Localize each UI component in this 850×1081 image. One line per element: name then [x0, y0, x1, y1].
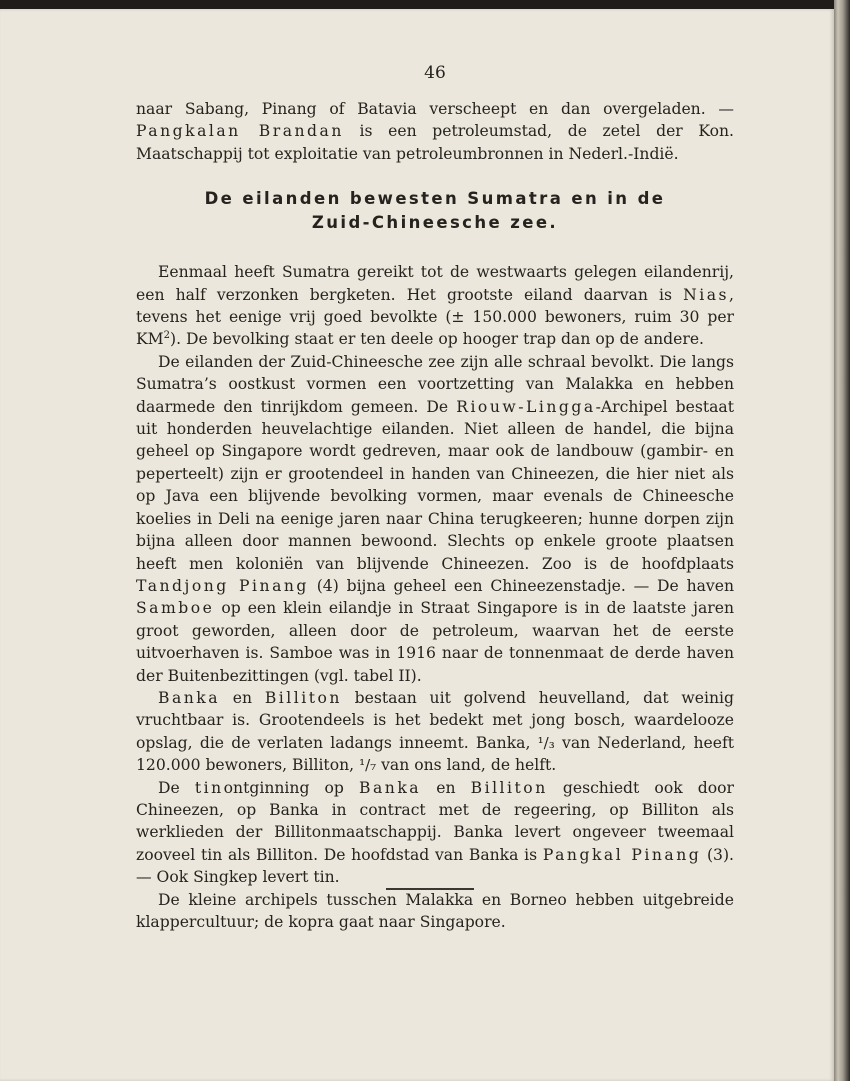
text-run: en [421, 778, 471, 797]
text-run: ). De bevolking staat er ten deele op hooger trap dan op de andere. [170, 330, 705, 349]
spaced-place-name: Pangkalan Brandan [136, 122, 344, 141]
text-run: op een klein eilandje in Straat Singapore is in de laatste jaren groot geworden, alleen door de petroleum, waarvan het de eerste uitvoerhaven is. Samboe was in 1916 naar de tonnenmaat de derde haven der Buitenbezittingen (vgl. tabel II). [136, 599, 734, 685]
text-run: (3). — Ook Singkep levert tin. [136, 845, 734, 887]
text-run: geschiedt ook door Chineezen, op Banka in contract met de regeering, op Billiton als werklieden der Billitonmaatschappij. Banka levert ongeveer tweemaal zooveel tin als Billiton. De hoofdstad van Banka is [136, 778, 734, 864]
spaced-place-name: Riouw-Lingga [456, 397, 596, 416]
text-run: is een petroleumstad, de zetel der Kon. Maatschappij tot exploitatie van petroleumbronnen in Nederl.-Indië. [136, 122, 734, 163]
spaced-place-name: Banka [359, 778, 422, 797]
text-run: ontginning op [223, 778, 360, 797]
spaced-place-name: Nias [683, 285, 730, 304]
spaced-place-name: Pangkal Pinang [542, 845, 702, 864]
text-run: , tevens het eenige vrij goed bevolkte (± 150.000 bewoners, ruim 30 per KM [136, 285, 734, 349]
paragraph-banka-billiton [136, 687, 734, 777]
paragraph-archipels: De kleine archipels tusschen Malakka en Borneo hebben uitgebreide klappercultuur; de kopra gaat naar Singapore. [136, 890, 734, 931]
paragraph-nias [136, 261, 734, 351]
intro-paragraph [136, 98, 734, 165]
paragraph-tinontginning [136, 777, 734, 889]
text-run: van ons land, de helft. [376, 756, 557, 775]
spaced-place-name: Billiton [264, 688, 342, 707]
text-run: van Nederland, heeft 120.000 bewoners, Billiton, [136, 733, 734, 775]
paragraph-zuid-chineesche-zee [136, 351, 734, 687]
text-run: naar Sabang, Pinang of Batavia verscheept en dan overgeladen. — [136, 100, 734, 118]
text-run: bestaan uit golvend heuvelland, dat weinig vruchtbaar is. Grootendeels is het bedekt met jong bosch, waardelooze opslag, die de verlaten ladangs inneemt. Banka, [136, 688, 734, 752]
scan-top-band [0, 0, 850, 9]
page-edge [834, 0, 850, 1081]
end-rule [386, 888, 474, 890]
text-run: Eenmaal heeft Sumatra gereikt tot de westwaarts gelegen eilandenrij, een half verzonken bergketen. Het grootste eiland daarvan is [136, 263, 734, 304]
fraction: ¹/₃ [537, 733, 555, 752]
text-run: -Archipel bestaat uit honderden heuvelachtige eilanden. Niet alleen de handel, die bijna geheel op Singapore wordt gedreven, maar ook de landbouw (gambir- en peperteelt) zijn er grootendeel in handen van Chineezen, die hier niet als op Java een blijvende bevolking vormen, maar evenals de Chineesche koelies in Deli na eenige jaren naar China terugkeeren; hunne dorpen zijn bijna alleen door mannen bewoond. Slechts op enkele groote plaatsen heeft men koloniën van blijvende Chineezen. Zoo is de hoofdplaats [136, 397, 734, 573]
section-heading [136, 187, 734, 235]
spaced-place-name: Billiton [470, 778, 548, 797]
text-run: en [220, 688, 265, 707]
text-run: De [158, 778, 195, 797]
text-run: De eilanden der Zuid-Chineesche zee zijn alle schraal bevolkt. Die langs Sumatra’s oostkust vormen een voortzetting van Malakka en hebben daarmede den tinrijkdom gemeen. De [136, 352, 734, 416]
superscript: 2 [163, 330, 170, 342]
section-heading-line1: De eilanden bewesten Sumatra en in de [204, 189, 666, 209]
spaced-place-name: Tandjong Pinang [136, 576, 309, 595]
spaced-word: tin [194, 778, 224, 797]
section-heading-line2: Zuid-Chineesche zee. [311, 213, 559, 233]
page-number: 46 [424, 63, 446, 83]
spaced-place-name: Samboe [136, 599, 215, 618]
spaced-place-name: Banka [158, 688, 221, 707]
text-run: (4) bijna geheel een Chineezenstadje. — De haven [308, 576, 734, 595]
fraction: ¹/₇ [359, 756, 377, 775]
page-content [136, 60, 734, 933]
